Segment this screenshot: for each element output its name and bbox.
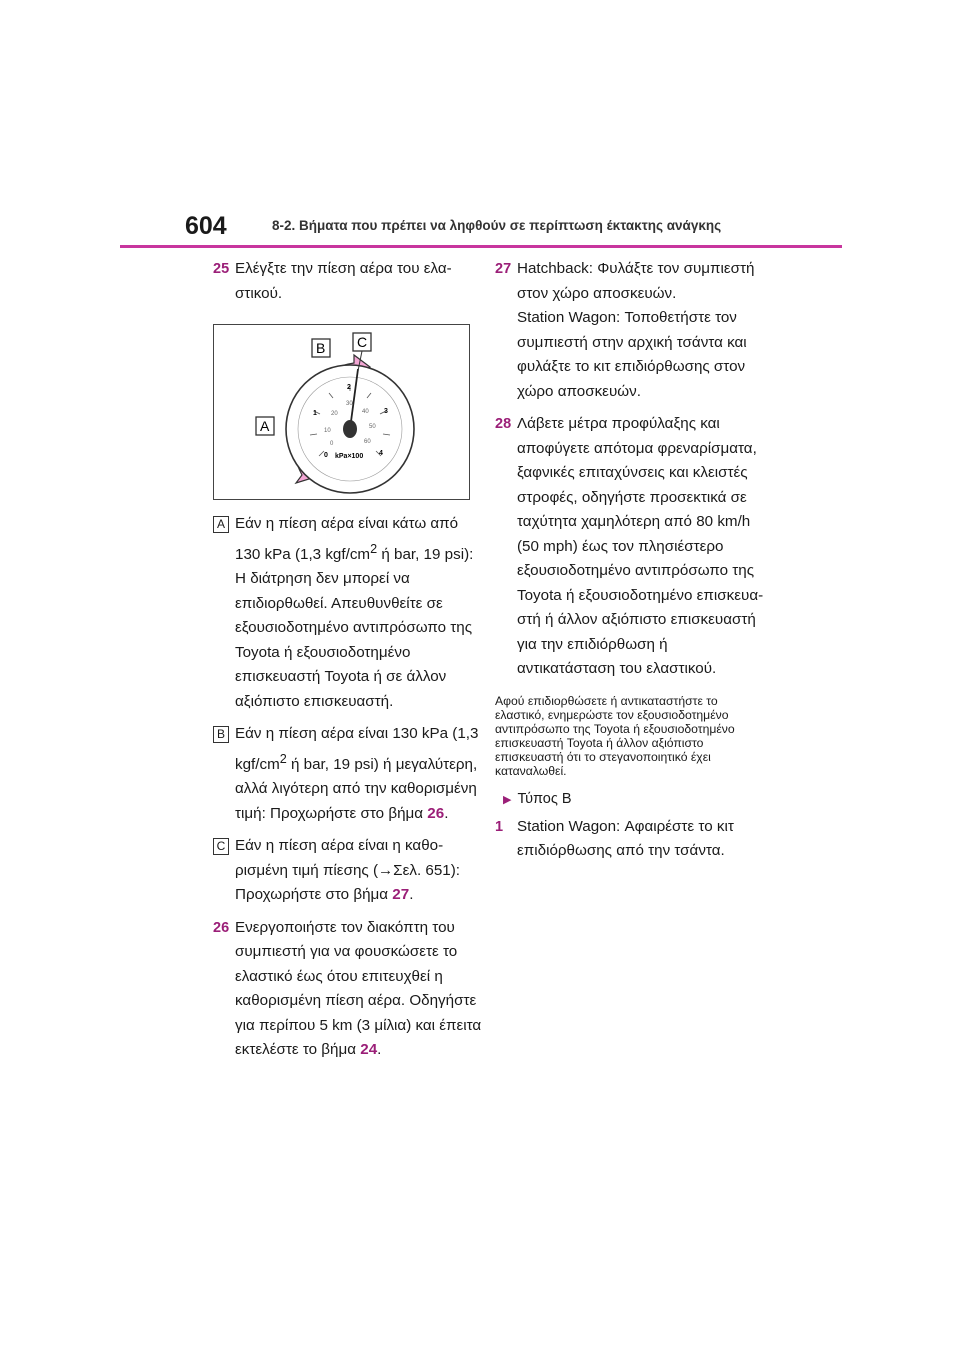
condition-c-text: Εάν η πίεση αέρα είναι η καθορισμένη τιμή πίεσης (→Σελ. 651): Προχωρήστε στο βήμα	[235, 837, 460, 904]
callout-b: B	[316, 340, 326, 356]
pressure-gauge-figure	[213, 324, 470, 500]
step-text-hatchback: Hatchback: Φυλάξτε τον συμπιεστή στον χώρο αποσκευών.	[517, 260, 755, 302]
gauge-hub	[343, 420, 357, 438]
inner-tick-label: 20	[331, 411, 338, 417]
superscript: 2	[370, 541, 378, 556]
page-number: 604	[185, 212, 227, 240]
inner-tick-label: 10	[324, 428, 331, 434]
step-text: Ελέγξτε την πίεση αέρα του ελαστικού.	[235, 260, 452, 302]
outer-tick-label: 0	[324, 452, 328, 459]
step-text: Λάβετε μέτρα προφύλαξης και αποφύγετε απότομα φρεναρίσματα, ξαφνικές επιταχύνσεις και κλειστές στροφές, οδηγήστε προσεκτικά σε ταχύτητα χαμηλότερη από 80 km/h (50 mph) έως τον πλησιέστερο εξουσιοδοτημένο αντιπρόσωπο της Toyota ή εξουσιοδοτημένο επισκευαστή ή άλλον αξιόπιστο επισκευαστή για την επιδιόρθωση ή αντικατάσταση του ελαστικού.	[517, 415, 764, 677]
step-number: 25	[213, 261, 230, 277]
step-reference: 26	[427, 804, 445, 822]
step-text: Station Wagon: Αφαιρέστε το κιτ επιδιόρθωσης από την τσάντα.	[517, 817, 734, 859]
section-title: 8-2. Βήματα που πρέπει να ληφθούν σε περίπτωση έκτακτης ανάγκης	[272, 218, 722, 233]
outer-tick-label: 3	[384, 408, 388, 415]
inner-tick-label: 50	[369, 424, 376, 430]
condition-c: C Εάν η πίεση αέρα είναι η καθορισμένη τιμή πίεσης (→Σελ. 651): Προχωρήστε στο βήμα 27.	[213, 834, 483, 908]
step-number: 27	[495, 261, 512, 277]
inner-tick-label: 30	[346, 401, 353, 407]
left-column	[213, 257, 483, 1071]
page-header	[185, 212, 845, 248]
inner-tick-label: 40	[362, 409, 369, 415]
step-number: 26	[213, 919, 230, 936]
condition-b-text-cont: ή bar, 19 psi) ή μεγαλύτερη, αλλά λιγότερη από την καθορισμένη τιμή: Προχωρήστε στο βήμα	[235, 755, 478, 822]
type-b-heading	[503, 788, 765, 811]
step-text: Ενεργοποιήστε τον διακόπτη του συμπιεστή για να φουσκώσετε το ελαστικό έως ότου επιτευχθεί η καθορισμένη πίεση αέρα. Οδηγήστε για περίπου 5 km (3 μίλια) και έπειτα εκτελέστε το βήμα	[235, 918, 482, 1059]
triangle-bullet-icon: ▶	[503, 793, 512, 806]
outer-tick-label: 1	[313, 410, 317, 417]
inner-tick-label: 0	[330, 441, 334, 447]
inner-tick-label: 60	[364, 439, 371, 445]
gauge-unit-label: kPa×100	[335, 453, 364, 460]
gauge-illustration	[214, 325, 469, 499]
badge-c: C	[213, 838, 229, 855]
right-column	[495, 257, 765, 872]
condition-a-text: Εάν η πίεση αέρα είναι κάτω από 130 kPa (1,3 kgf/cm	[235, 515, 459, 563]
header-divider	[120, 245, 842, 248]
condition-a-text-cont: ή bar, 19 psi): Η διάτρηση δεν μπορεί να επιδιορθωθεί. Απευθυνθείτε σε εξουσιοδοτημένο αντιπρόσωπο της Toyota ή εξουσιοδοτημένο επισκευαστή Toyota ή σε άλλον αξιόπιστο επισκευαστή.	[235, 545, 474, 710]
type-b-label: Τύπος B	[517, 790, 572, 807]
step-reference: 27	[392, 886, 410, 904]
superscript: 2	[279, 751, 287, 766]
callout-a: A	[260, 418, 270, 434]
outer-tick-label: 2	[347, 384, 351, 391]
step-1	[495, 815, 765, 864]
step-number: 28	[495, 416, 512, 432]
condition-b-text: Εάν η πίεση αέρα είναι 130 kPa (1,3 kgf/cm	[235, 725, 479, 773]
badge-b: B	[213, 726, 229, 743]
condition-b: B Εάν η πίεση αέρα είναι 130 kPa (1,3 kgf/$cm^2$ ή bar, 19 psi) ή μεγαλύτερη, αλλά λιγότερη από την καθορισμένη τιμή: Προχωρήστε στο βήμα 26.	[213, 722, 483, 826]
step-28	[495, 412, 765, 682]
sealant-note: Αφού επιδιορθώσετε ή αντικαταστήστε το ελαστικό, ενημερώστε τον εξουσιοδοτημένο αντιπρόσωπο της Toyota ή εξουσιοδοτημένο επισκευαστή Toyota ή άλλον αξιόπιστο επισκευαστή ότι το στεγανοποιητικό έχει καταναλωθεί.	[495, 693, 735, 778]
step-26: 26 Ενεργοποιήστε τον διακόπτη του συμπιεστή για να φουσκώσετε το ελαστικό έως ότου επιτευχθεί η καθορισμένη πίεση αέρα. Οδηγήστε για περίπου 5 km (3 μίλια) και έπειτα εκτελέστε το βήμα 24.	[213, 916, 483, 1063]
step-number: 1	[495, 818, 504, 835]
step-25	[213, 257, 483, 306]
badge-a: A	[213, 516, 229, 533]
callout-c: C	[357, 334, 368, 350]
condition-a	[213, 512, 483, 714]
step-reference: 24	[360, 1041, 378, 1059]
outer-tick-label: 4	[379, 450, 383, 457]
step-text-wagon: Station Wagon: Τοποθετήστε τον συμπιεστή στην αρχική τσάντα και φυλάξτε το κιτ επιδιόρθωσης στον χώρο αποσκευών.	[517, 309, 747, 400]
step-27	[495, 257, 765, 404]
